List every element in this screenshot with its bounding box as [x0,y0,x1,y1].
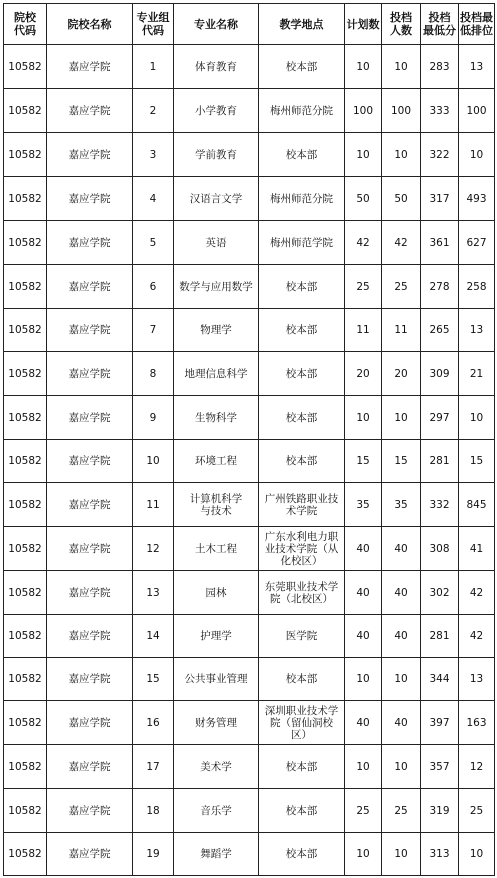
header-min-score: 投档 最低分 [421,4,459,45]
plan-cell: 50 [345,177,382,221]
location-cell: 校本部 [259,789,345,833]
admitted-cell: 40 [382,571,421,615]
plan-cell: 100 [345,89,382,133]
school-code-cell: 10582 [4,483,47,527]
admitted-cell: 40 [382,701,421,745]
min-rank-cell: 493 [459,177,495,221]
major-name-cell: 美术学 [174,745,259,789]
location-cell: 东莞职业技术学 院（北校区） [259,571,345,615]
location-cell: 校本部 [259,658,345,701]
table-row [4,309,495,352]
location-cell: 校本部 [259,265,345,309]
plan-cell: 20 [345,352,382,396]
major-name-cell: 汉语言文学 [174,177,259,221]
header-min-rank: 投档最 低排位 [459,4,495,45]
school-code-cell: 10582 [4,89,47,133]
min-score-cell: 332 [421,483,459,527]
plan-cell: 10 [345,133,382,177]
plan-cell: 10 [345,45,382,89]
admitted-cell: 40 [382,527,421,571]
admitted-cell: 40 [382,615,421,658]
min-score-cell: 302 [421,571,459,615]
major-name-cell: 生物科学 [174,396,259,440]
group-code-cell: 6 [133,265,174,309]
school-code-cell: 10582 [4,440,47,483]
major-name-cell: 英语 [174,221,259,265]
table-row [4,527,495,571]
plan-cell: 40 [345,701,382,745]
location-cell: 梅州师范分院 [259,177,345,221]
group-code-cell: 13 [133,571,174,615]
admitted-cell: 15 [382,440,421,483]
min-score-cell: 265 [421,309,459,352]
school-name-cell: 嘉应学院 [47,745,133,789]
header-group-code: 专业组 代码 [133,4,174,45]
plan-cell: 40 [345,615,382,658]
min-score-cell: 333 [421,89,459,133]
school-code-cell: 10582 [4,221,47,265]
admitted-cell: 25 [382,265,421,309]
min-rank-cell: 13 [459,309,495,352]
location-cell: 广东水利电力职 业技术学院（从 化校区） [259,527,345,571]
school-code-cell: 10582 [4,833,47,876]
min-rank-cell: 25 [459,789,495,833]
min-rank-cell: 258 [459,265,495,309]
plan-cell: 10 [345,833,382,876]
major-name-cell: 园林 [174,571,259,615]
plan-cell: 25 [345,789,382,833]
min-rank-cell: 10 [459,396,495,440]
admitted-cell: 11 [382,309,421,352]
school-code-cell: 10582 [4,571,47,615]
major-name-cell: 护理学 [174,615,259,658]
school-code-cell: 10582 [4,701,47,745]
table-row [4,396,495,440]
school-code-cell: 10582 [4,527,47,571]
location-cell: 广州铁路职业技 术学院 [259,483,345,527]
plan-cell: 15 [345,440,382,483]
table-row [4,440,495,483]
school-code-cell: 10582 [4,658,47,701]
admitted-cell: 50 [382,177,421,221]
major-name-cell: 舞蹈学 [174,833,259,876]
group-code-cell: 17 [133,745,174,789]
admission-table [3,3,495,876]
major-name-cell: 公共事业管理 [174,658,259,701]
min-rank-cell: 100 [459,89,495,133]
school-name-cell: 嘉应学院 [47,45,133,89]
plan-cell: 35 [345,483,382,527]
min-score-cell: 283 [421,45,459,89]
school-name-cell: 嘉应学院 [47,571,133,615]
location-cell: 校本部 [259,133,345,177]
header-major-name: 专业名称 [174,4,259,45]
major-name-cell: 音乐学 [174,789,259,833]
plan-cell: 42 [345,221,382,265]
school-code-cell: 10582 [4,177,47,221]
school-name-cell: 嘉应学院 [47,177,133,221]
major-name-cell: 数学与应用数学 [174,265,259,309]
school-name-cell: 嘉应学院 [47,483,133,527]
table-row [4,221,495,265]
location-cell: 校本部 [259,440,345,483]
school-name-cell: 嘉应学院 [47,89,133,133]
school-name-cell: 嘉应学院 [47,701,133,745]
min-rank-cell: 845 [459,483,495,527]
major-name-cell: 物理学 [174,309,259,352]
min-score-cell: 297 [421,396,459,440]
min-rank-cell: 42 [459,615,495,658]
min-rank-cell: 163 [459,701,495,745]
plan-cell: 40 [345,527,382,571]
min-score-cell: 344 [421,658,459,701]
min-rank-cell: 10 [459,133,495,177]
table-row [4,789,495,833]
school-code-cell: 10582 [4,265,47,309]
admitted-cell: 10 [382,833,421,876]
group-code-cell: 1 [133,45,174,89]
header-school-name: 院校名称 [47,4,133,45]
admitted-cell: 20 [382,352,421,396]
min-rank-cell: 627 [459,221,495,265]
admitted-cell: 10 [382,396,421,440]
major-name-cell: 体育教育 [174,45,259,89]
min-score-cell: 278 [421,265,459,309]
min-rank-cell: 13 [459,658,495,701]
location-cell: 深圳职业技术学 院（留仙洞校 区） [259,701,345,745]
header-location: 教学地点 [259,4,345,45]
min-rank-cell: 12 [459,745,495,789]
table-row [4,45,495,89]
min-score-cell: 397 [421,701,459,745]
table-row [4,833,495,876]
school-code-cell: 10582 [4,45,47,89]
location-cell: 梅州师范学院 [259,221,345,265]
admitted-cell: 35 [382,483,421,527]
school-name-cell: 嘉应学院 [47,396,133,440]
school-name-cell: 嘉应学院 [47,352,133,396]
plan-cell: 10 [345,658,382,701]
group-code-cell: 18 [133,789,174,833]
school-code-cell: 10582 [4,789,47,833]
min-score-cell: 361 [421,221,459,265]
admitted-cell: 10 [382,45,421,89]
location-cell: 医学院 [259,615,345,658]
admitted-cell: 25 [382,789,421,833]
table-row [4,89,495,133]
min-score-cell: 313 [421,833,459,876]
plan-cell: 10 [345,396,382,440]
admitted-cell: 100 [382,89,421,133]
min-score-cell: 309 [421,352,459,396]
header-plan: 计划数 [345,4,382,45]
location-cell: 校本部 [259,745,345,789]
location-cell: 校本部 [259,45,345,89]
major-name-cell: 计算机科学 与技术 [174,483,259,527]
group-code-cell: 19 [133,833,174,876]
group-code-cell: 15 [133,658,174,701]
min-rank-cell: 13 [459,45,495,89]
min-score-cell: 308 [421,527,459,571]
major-name-cell: 土木工程 [174,527,259,571]
plan-cell: 40 [345,571,382,615]
min-rank-cell: 42 [459,571,495,615]
header-admitted: 投档 人数 [382,4,421,45]
school-name-cell: 嘉应学院 [47,833,133,876]
group-code-cell: 9 [133,396,174,440]
school-name-cell: 嘉应学院 [47,221,133,265]
table-row [4,658,495,701]
group-code-cell: 7 [133,309,174,352]
location-cell: 梅州师范分院 [259,89,345,133]
location-cell: 校本部 [259,352,345,396]
header-row [4,4,495,45]
header-school-code: 院校 代码 [4,4,47,45]
group-code-cell: 5 [133,221,174,265]
school-name-cell: 嘉应学院 [47,309,133,352]
school-code-cell: 10582 [4,615,47,658]
school-code-cell: 10582 [4,745,47,789]
min-score-cell: 281 [421,440,459,483]
major-name-cell: 地理信息科学 [174,352,259,396]
table-row [4,133,495,177]
min-rank-cell: 41 [459,527,495,571]
school-name-cell: 嘉应学院 [47,133,133,177]
location-cell: 校本部 [259,396,345,440]
major-name-cell: 小学教育 [174,89,259,133]
min-rank-cell: 15 [459,440,495,483]
plan-cell: 10 [345,745,382,789]
min-score-cell: 357 [421,745,459,789]
admitted-cell: 10 [382,133,421,177]
min-score-cell: 317 [421,177,459,221]
major-name-cell: 财务管理 [174,701,259,745]
group-code-cell: 12 [133,527,174,571]
school-code-cell: 10582 [4,309,47,352]
school-code-cell: 10582 [4,396,47,440]
table-row [4,701,495,745]
table-row [4,177,495,221]
group-code-cell: 14 [133,615,174,658]
group-code-cell: 2 [133,89,174,133]
school-code-cell: 10582 [4,352,47,396]
major-name-cell: 环境工程 [174,440,259,483]
location-cell: 校本部 [259,309,345,352]
school-code-cell: 10582 [4,133,47,177]
admitted-cell: 10 [382,658,421,701]
major-name-cell: 学前教育 [174,133,259,177]
group-code-cell: 8 [133,352,174,396]
location-cell: 校本部 [259,833,345,876]
min-rank-cell: 10 [459,833,495,876]
school-name-cell: 嘉应学院 [47,789,133,833]
admitted-cell: 10 [382,745,421,789]
group-code-cell: 10 [133,440,174,483]
table-row [4,352,495,396]
admitted-cell: 42 [382,221,421,265]
min-rank-cell: 21 [459,352,495,396]
school-name-cell: 嘉应学院 [47,440,133,483]
table-row [4,615,495,658]
plan-cell: 11 [345,309,382,352]
group-code-cell: 11 [133,483,174,527]
group-code-cell: 16 [133,701,174,745]
school-name-cell: 嘉应学院 [47,265,133,309]
group-code-cell: 3 [133,133,174,177]
school-name-cell: 嘉应学院 [47,615,133,658]
group-code-cell: 4 [133,177,174,221]
min-score-cell: 319 [421,789,459,833]
table-row [4,571,495,615]
min-score-cell: 322 [421,133,459,177]
table-row [4,745,495,789]
table-row [4,265,495,309]
min-score-cell: 281 [421,615,459,658]
school-name-cell: 嘉应学院 [47,658,133,701]
plan-cell: 25 [345,265,382,309]
table-row [4,483,495,527]
school-name-cell: 嘉应学院 [47,527,133,571]
